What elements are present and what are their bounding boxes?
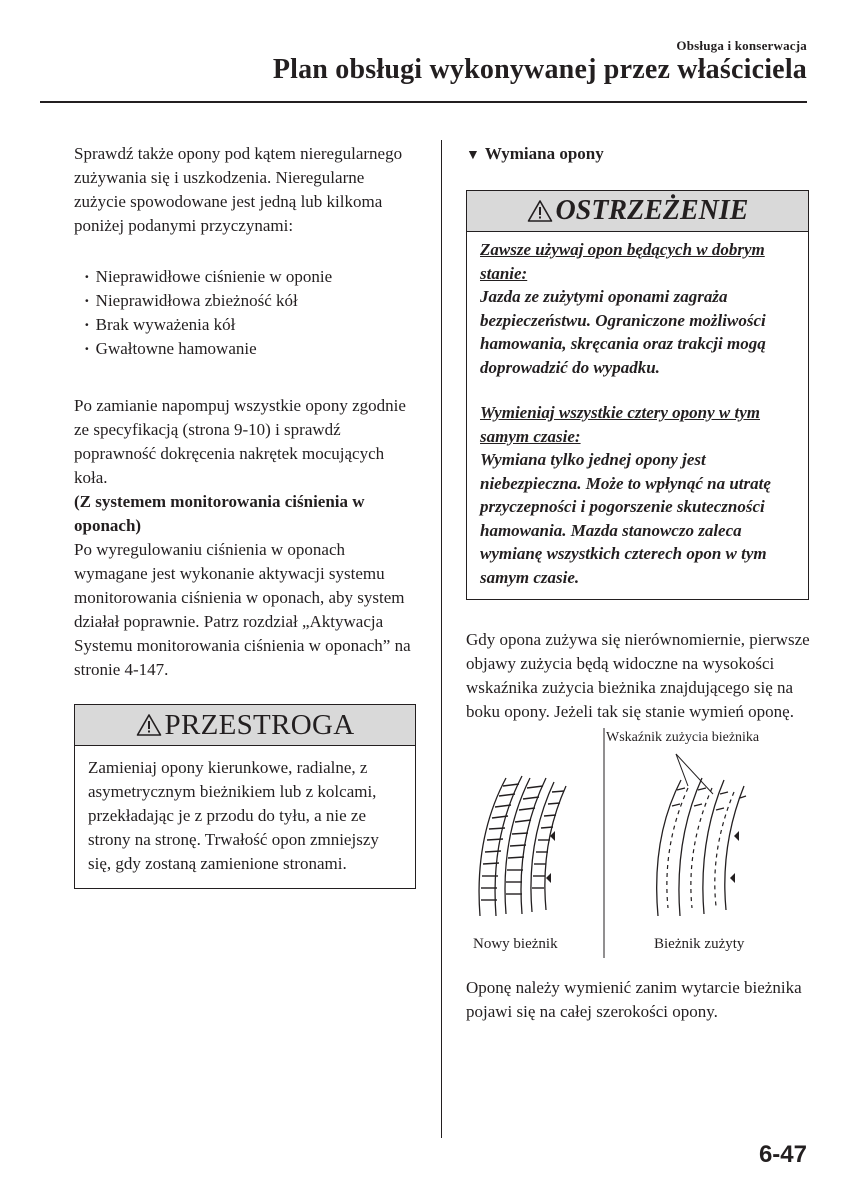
caution-text: Zamieniaj opony kierunkowe, radialne, z asymetrycznym bieżnikiem lub z kolcami, przekładając je z przodu do tyłu, a nie ze strony na stronę. Trwałość opon zmniejszy się, gdy zostaną zamienione stronami. — [88, 758, 379, 873]
wear-indicator-label: Wskaźnik zużycia bieżnika — [606, 730, 760, 745]
column-divider — [441, 140, 442, 1138]
list-item: · Nieprawidłowa zbieżność kół — [74, 289, 419, 313]
warning-triangle-icon — [527, 199, 553, 223]
page-title: Plan obsługi wykonywanej przez właściciela — [272, 54, 807, 85]
tpms-heading: (Z systemem monitorowania ciśnienia w oponach) — [74, 492, 365, 535]
intro-paragraph: Sprawdź także opony pod kątem nieregularnego zużywania się i uszkodzenia. Nieregularne zużycie spowodowane jest jedną lub kilkoma poniżej podanymi przyczynami: — [74, 144, 403, 235]
list-item: · Gwałtowne hamowanie — [74, 337, 419, 361]
rotation-paragraph: Po zamianie napompuj wszystkie opony zgodnie ze specyfikacją (strona 9-10) i sprawdź poprawność dokręcenia nakrętek mocujących koła. — [74, 396, 406, 487]
warning-title: OSTRZEŻENIE — [555, 195, 749, 226]
page-number: 6-47 — [758, 1141, 807, 1168]
header-rule — [40, 101, 807, 103]
tread-wear-figure — [466, 728, 811, 958]
warning-item1-heading: Zawsze używaj opon będących w dobrym stanie: — [480, 240, 765, 283]
right-column — [466, 142, 811, 1024]
list-item: · Brak wyważenia kół — [74, 313, 419, 337]
caution-title: PRZESTROGA — [164, 708, 355, 741]
tpms-paragraph: Po wyregulowaniu ciśnienia w oponach wymagane jest wykonanie aktywacji systemu monitorowania ciśnienia w oponach, aby system działał poprawnie. Patrz rozdział „Aktywacja Systemu monitorowania ciśnienia w oponach” na stronie 4-147. — [74, 540, 411, 679]
warning-box — [466, 190, 809, 600]
section-label: Obsługa i konserwacja — [676, 38, 807, 53]
warning-item2-heading: Wymieniaj wszystkie cztery opony w tym samym czasie: — [480, 403, 761, 446]
warning-body — [467, 232, 808, 599]
worn-tread-label: Bieżnik zużyty — [654, 936, 745, 952]
wear-paragraph: Gdy opona zużywa się nierównomiernie, pierwsze objawy zużycia będą widoczne na wysokości wskaźnika zużycia bieżnika znajdującego się na boku opony. Jeżeli tak się stanie wymień oponę. — [466, 630, 810, 721]
caution-box — [74, 704, 416, 889]
new-tread-label: Nowy bieżnik — [473, 936, 558, 952]
tread-illustration — [466, 728, 811, 958]
left-column — [74, 142, 419, 889]
caution-header — [75, 705, 415, 746]
tire-replacement-heading: ▼ Wymiana opony — [466, 144, 604, 163]
triangle-down-icon: ▼ — [466, 148, 480, 163]
warning-header — [467, 191, 808, 232]
replacement-paragraph: Oponę należy wymienić zanim wytarcie bieżnika pojawi się na całej szerokości opony. — [466, 978, 802, 1021]
warning-triangle-icon — [136, 713, 162, 737]
list-item: · Nieprawidłowe ciśnienie w oponie — [74, 265, 419, 289]
causes-list — [74, 265, 419, 361]
warning-item2-text: Wymiana tylko jednej opony jest niebezpieczna. Może to wpłynąć na utratę przyczepności i pogorszenie skuteczności hamowania. Mazda stanowczo zaleca wymianę wszystkich czterech opon w tym samym czasie. — [480, 450, 771, 587]
warning-item1-text: Jazda ze zużytymi oponami zagraża bezpieczeństwu. Ograniczone możliwości hamowania, skręcania oraz trakcji mogą doprowadzić do wypadku. — [480, 287, 766, 377]
